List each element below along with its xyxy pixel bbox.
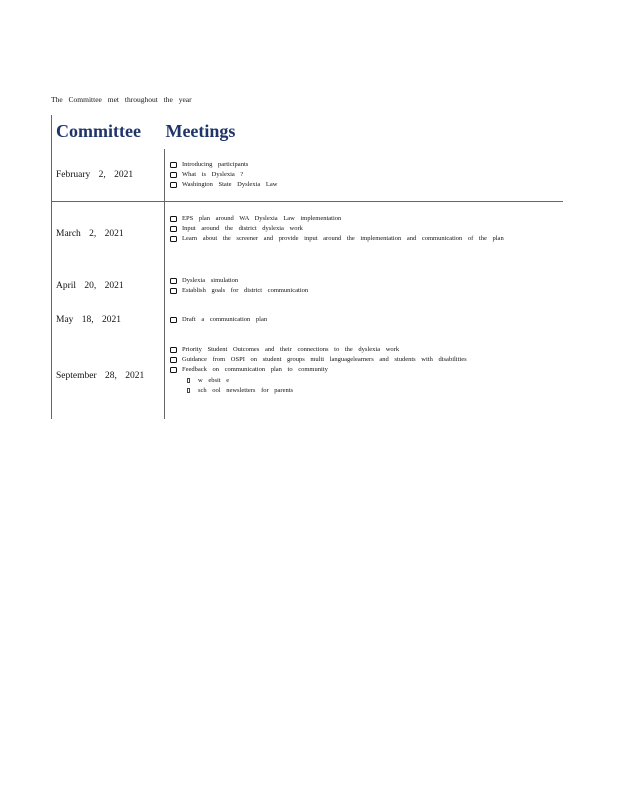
meeting-date-march: March 2, 2021	[56, 229, 124, 239]
square-bullet-icon	[170, 357, 177, 363]
page-title: Committee Meetings	[56, 121, 236, 141]
square-bullet-icon	[170, 162, 177, 168]
agenda-item: Feedback on communication plan to community w ebsit e sch ool newsletters for parents	[170, 365, 490, 396]
square-bullet-icon	[170, 182, 177, 188]
agenda-subitems	[182, 376, 490, 396]
square-bullet-icon	[170, 347, 177, 353]
square-bullet-icon	[170, 216, 177, 222]
square-bullet-icon	[170, 236, 177, 242]
agenda-subitem: sch ool newsletters for parents	[182, 386, 490, 396]
agenda-item: Establish goals for district communication	[170, 286, 550, 296]
square-subbullet-icon	[187, 388, 190, 393]
agenda-item: Priority Student Outcomes and their connections to the dyslexia work	[170, 345, 490, 355]
intro-text: The Committee met throughout the year	[51, 95, 192, 104]
agenda-item: Draft a communication plan	[170, 315, 550, 325]
agenda-subitem: w ebsit e	[182, 376, 490, 386]
square-subbullet-icon	[187, 378, 190, 383]
square-bullet-icon	[170, 367, 177, 373]
meeting-agenda-april	[170, 276, 550, 296]
meeting-agenda-may	[170, 315, 550, 325]
square-bullet-icon	[170, 278, 177, 284]
agenda-item: EPS plan around WA Dyslexia Law implementation	[170, 214, 540, 224]
square-bullet-icon	[170, 226, 177, 232]
agenda-item: Guidance from OSPI on student groups multi languagelearners and students with disabilities	[170, 355, 490, 365]
meeting-date-april: April 20, 2021	[56, 281, 124, 291]
agenda-item: Learn about the screener and provide input around the implementation and communication of the plan	[170, 234, 540, 244]
agenda-item: Washington State Dyslexia Law	[170, 180, 550, 190]
meeting-date-may: May 18, 2021	[56, 315, 122, 325]
meeting-agenda-february	[170, 160, 550, 191]
table-left-border	[51, 115, 52, 419]
square-bullet-icon	[170, 288, 177, 294]
agenda-item: Input around the district dyslexia work	[170, 224, 540, 234]
square-bullet-icon	[170, 172, 177, 178]
meeting-date-september: September 28, 2021	[56, 371, 145, 381]
column-divider	[164, 149, 165, 419]
meeting-agenda-september	[170, 345, 490, 396]
agenda-item: What is Dyslexia ?	[170, 170, 550, 180]
row-divider	[51, 201, 563, 202]
agenda-item: Dyslexia simulation	[170, 276, 550, 286]
meeting-date-february: February 2, 2021	[56, 170, 134, 180]
square-bullet-icon	[170, 317, 177, 323]
meeting-agenda-march	[170, 214, 540, 245]
agenda-item: Introducing participants	[170, 160, 550, 170]
